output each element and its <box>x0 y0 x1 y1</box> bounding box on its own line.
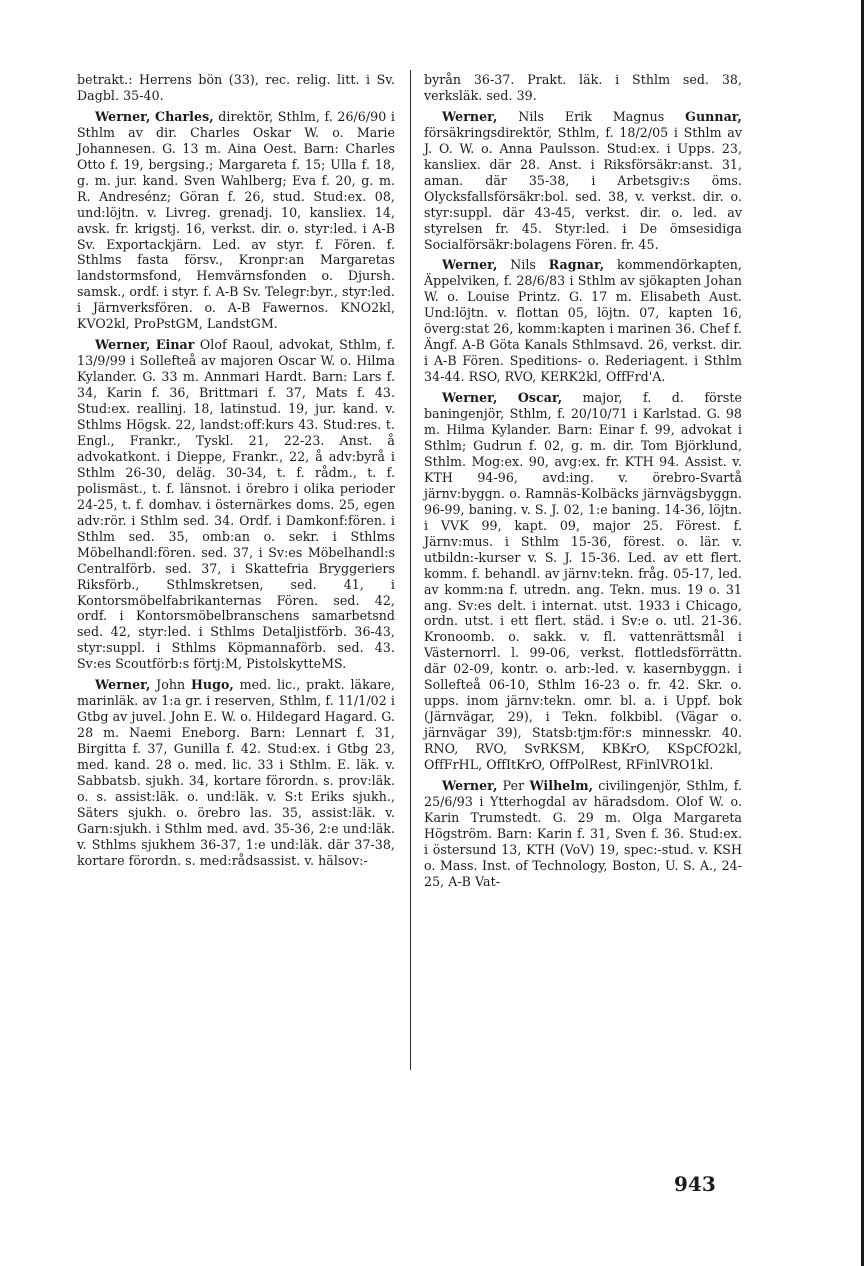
entry-given-name: Einar <box>155 337 195 353</box>
entry-text: major, f. d. förste baningenjör, Sthlm, f. 20/10/71 i Karlstad. G. 98 m. Hilma Kylander. Barn: Einar f. 99, advokat i Sthlm; Gudrun f. 02, g. m. dir. Tom Björklund, Sthlm. Mog:ex. 90, avg:ex. fr. KTH 94. Assist. v. KTH 94-96, avd:ing. v. örebro-Svartå järnv:byggn. o. Ramnäs-Kolbäcks järnvägsbyggn. 96-99, baning. v. S. J. 02, 1:e baning. 14-36, löjtn. i VVK 99, kapt. 09, major 25. Förest. f. Järnv:mus. i Sthlm 15-36, förest. o. lär. v. utbildn:-kurser v. S. J. 15-36. Led. av ett flert. komm. f. behandl. av järnv:tekn. fråg. 05-17, led. av komm:na f. utredn. ang. Tekn. mus. 19 o. 31 ang. Sv:es delt. i internat. utst. 1933 i Chicago, ordn. utst. i ett flert. städ. i Sv:e o. utl. 21-36. Kronoomb. o. sakk. v. fl. vattenrättsmål i Västernorrl. l. 99-06, verkst. flottledsförrättn. där 02-09, kontr. o. arb:-led. v. kasernbyggn. i Sollefteå 06-10, Sthlm 16-23 o. fr. 42. Skr. o. upps. inom järnv:tekn. omr. bl. a. i Uppf. bok (Järnvägar, 29), i Tekn. folkbibl. (Vägar o. järnvägar 39), Statsb:tjm:för:s minnesskr. 40. RNO, RVO, SvRKSM, KBKrO, KSpCfO2kl, OffFrHL, OffItKrO, OffPolRest, RFinlVRO1kl. <box>424 390 742 773</box>
entry-text: med. lic., prakt. läkare, marinläk. av 1:a gr. i reserven, Sthlm, f. 11/1/02 i Gtbg av juvel. John E. W. o. Hildegard Hagard. G. 28 m. Naemi Eneborg. Barn: Lennart f. 31, Birgitta f. 37, Gunilla f. 42. Stud:ex. i Gtbg 23, med. kand. 28 o. med. lic. 33 i Sthlm. E. läk. v. Sabbatsb. sjukh. 34, kortare förordn. s. prov:läk. o. s. assist:läk. o. und:läk. v. S:t Eriks sjukh., Säters sjukh. o. örebro las. 35, assist:läk. v. Garn:sjukh. i Sthlm med. avd. 35-36, 2:e und:läk. v. Sthlms sjukhem 36-37, 1:e und:läk. där 37-38, kortare förordn. s. med:rådsassist. v. hälsov:- <box>77 677 395 868</box>
entry-werner-oscar <box>424 390 742 773</box>
entry-given-name: Wilhelm, <box>529 777 594 793</box>
entry-werner-einar <box>77 337 395 672</box>
entry-continuation <box>424 72 742 104</box>
entry-continuation <box>77 72 395 104</box>
entry-surname: Werner, <box>442 390 498 406</box>
column-divider <box>410 70 411 1070</box>
entry-werner-charles <box>77 109 395 332</box>
entry-werner-ragnar <box>424 257 742 385</box>
entry-werner-gunnar <box>424 109 742 253</box>
entry-surname: Werner, <box>95 677 151 693</box>
entry-surname: Werner, <box>442 108 498 124</box>
entry-text: försäkringsdirektör, Sthlm, f. 18/2/05 i Sthlm av J. O. W. o. Anna Paulsson. Stud:ex. i Upps. 23, kansliex. där 28. Anst. i Riksförsäkr:anst. 31, aman. där 35-38, i Arbetsgiv:s öms. Olycksfallsförsäkr:bol. sed. 38, v. verkst. dir. o. styr:suppl. där 43-45, verkst. dir. o. led. av styrelsen fr. 45. Styr:led. i De ömsesidiga Socialförsäkr:bolagens Fören. fr. 45. <box>424 124 742 252</box>
entry-text: byrån 36-37. Prakt. läk. i Sthlm sed. 38, verksläk. sed. 39. <box>424 72 742 103</box>
entry-werner-wilhelm <box>424 778 742 890</box>
entry-given-plain: Per <box>502 777 525 793</box>
entry-surname: Werner, <box>95 108 151 124</box>
entry-text: kommendörkapten, Äppelviken, f. 28/6/83 i Sthlm av sjökapten Johan W. o. Louise Printz. G. 17 m. Elisabeth Aust. Und:löjtn. v. flottan 05, löjtn. 07, kapten 16, överg:stat 26, komm:kapten i marinen 36. Chef f. Ängf. A-B Göta Kanals Sthlmsavd. 26, verkst. dir. i A-B Fören. Speditions- o. Rederiagent. i Sthlm 34-44. RSO, RVO, KERK2kl, OffFrd'A. <box>424 257 742 385</box>
entry-surname: Werner, <box>442 777 498 793</box>
page-number: 943 <box>674 1172 716 1196</box>
entry-text: betrakt.: Herrens bön (33), rec. relig. litt. i Sv. Dagbl. 35-40. <box>77 72 395 103</box>
entry-text: direktör, Sthlm, f. 26/6/90 i Sthlm av dir. Charles Oskar W. o. Marie Johannesen. G. 13 m. Aina Oest. Barn: Charles Otto f. 19, bergsing.; Margareta f. 15; Ulla f. 18, g. m. jur. kand. Sven Wahlberg; Eva f. 20, g. m. R. Andresénz; Göran f. 26, stud. Stud:ex. 08, und:löjtn. v. Livreg. grenadj. 10, kansliex. 14, avsk. fr. krigstj. 16, verkst. dir. o. styr:led. i A-B Sv. Exportackjärn. Led. av styr. f. Fören. f. Sthlms fasta försv., Kronpr:an Margaretas landstormsfond, Hemvärnsfonden o. Djursh. samsk., ordf. i styr. f. A-B Sv. Telegr:byr., styr:led. i Järnverksfören. o. A-B Fawernos. KNO2kl, KVO2kl, ProPstGM, LandstGM. <box>77 108 395 332</box>
entry-surname: Werner, <box>95 337 151 353</box>
entry-given-name: Hugo, <box>190 677 234 693</box>
right-column <box>424 72 742 895</box>
entry-given-name: Charles, <box>155 108 214 124</box>
entry-text: Olof Raoul, advokat, Sthlm, f. 13/9/99 i Sollefteå av majoren Oscar W. o. Hilma Kylander. G. 33 m. Annmari Hardt. Barn: Lars f. 34, Karin f. 36, Brittmari f. 37, Mats f. 43. Stud:ex. reallinj. 18, latinstud. 19, jur. kand. v. Sthlms Högsk. 22, landst:off:kurs 43. Stud:res. t. Engl., Frankr., Tyskl. 21, 22-23. Anst. å advokatkont. i Dieppe, Frankr., 22, å adv:byrå i Sthlm 26-30, deläg. 30-34, t. f. rådm., t. f. polismäst., t. f. länsnot. i örebro i olika perioder 24-25, t. f. domhav. i östernärkes doms. 25, egen adv:rör. i Sthlm sed. 34. Ordf. i Damkonf:fören. i Sthlm sed. 35, omb:an o. sekr. i Sthlms Möbelhandl:fören. sed. 37, i Sv:es Möbelhandl:s Centralförb. sed. 37, i Skattefria Bryggeriers Riksförb., Sthlmskretsen, sed. 41, i Kontorsmöbelfabrikanternas Fören. sed. 42, ordf. i Kontorsmöbelbranschens samarbetsnd sed. 42, styr:led. i Sthlms Detaljistförb. 36-43, styr:suppl. i Sthlms Köpmannaförb. sed. 43. Sv:es Scoutförb:s förtj:M, PistolskytteMS. <box>77 337 396 672</box>
entry-werner-hugo <box>77 677 395 868</box>
entry-text: civilingenjör, Sthlm, f. 25/6/93 i Ytterhogdal av häradsdom. Olof W. o. Karin Trumstedt. G. 29 m. Olga Margareta Högström. Barn: Karin f. 31, Sven f. 36. Stud:ex. i östersund 13, KTH (VoV) 19, spec:-stud. v. KSH o. Mass. Inst. of Technology, Boston, U. S. A., 24-25, A-B Vat- <box>424 777 743 889</box>
entry-given-plain: Nils <box>510 257 536 273</box>
entry-given-plain: Nils Erik Magnus <box>518 108 665 124</box>
entry-surname: Werner, <box>442 257 498 273</box>
left-column <box>77 72 395 874</box>
entry-given-name: Ragnar, <box>548 257 605 273</box>
entry-given-name: Oscar, <box>517 390 563 406</box>
entry-given-name: Gunnar, <box>685 108 742 124</box>
entry-given-plain: John <box>156 677 186 693</box>
